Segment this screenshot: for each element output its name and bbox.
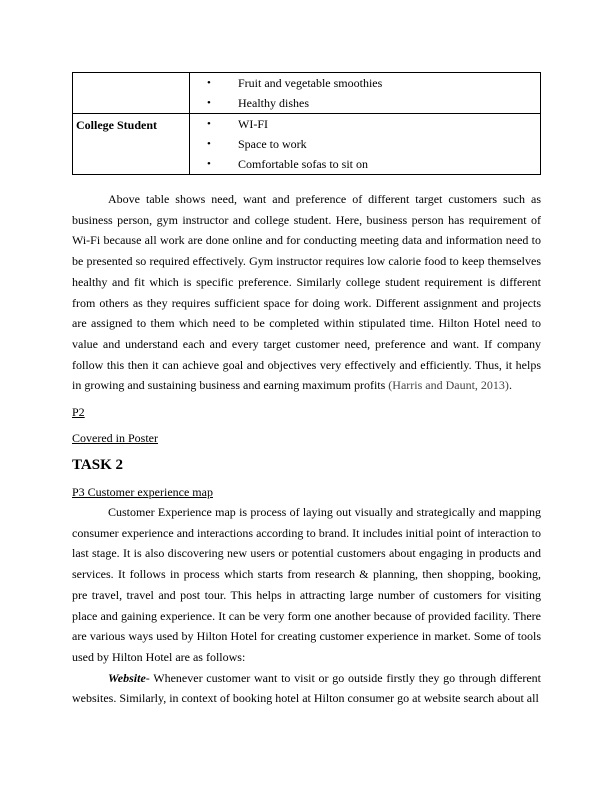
list-item: • Fruit and vegetable smoothies: [207, 73, 540, 93]
body-paragraph: [72, 189, 541, 396]
table-row: [73, 73, 541, 114]
table-row-items: [190, 73, 541, 114]
p2-note: Covered in Poster: [72, 431, 158, 446]
body-paragraph: [72, 668, 541, 709]
website-text: - Whenever customer want to visit or go outside firstly they go through different websites. Similarly, in context of booking hotel at Hilton consumer go at website search about all: [72, 670, 541, 706]
document-page: [72, 72, 541, 709]
table-row-items: [190, 114, 541, 175]
website-label: Website: [108, 670, 146, 685]
table-row-label: [73, 73, 190, 114]
citation: (Harris and Daunt, 2013): [388, 378, 509, 393]
list-item: • Space to work: [207, 134, 540, 154]
list-item: • Comfortable sofas to sit on: [207, 154, 540, 174]
list-item: • WI-FI: [207, 114, 540, 134]
body-paragraph: Customer Experience map is process of laying out visually and strategically and mapping consumer experience and interactions according to brand. It includes initial point of interaction to last stage. It is also discovering new users or potential customers about engaging in products and services. It follows in process which starts from research & planning, then shopping, booking, pre travel, travel and post tour. This helps in attracting large number of customers for visiting place and gaining experience. It can be very form one another because of provided facility. There are various ways used by Hilton Hotel for creating customer experience in market. Some of tools used by Hilton Hotel are as follows:: [72, 505, 541, 664]
paragraph-text: Above table shows need, want and preference of different target customers such as business person, gym instructor and college student. Here, business person has requirement of Wi-Fi because all work are done online and for conducting meeting data and information need to be presented so required effectively. Gym instructor requires low calorie food to keep themselves healthy and fit which is specific preference. Similarly college student requirement is different from others as they requires sufficient space for doing work. Different assignment and projects are assigned to them which need to be completed within stipulated time. Hilton Hotel need to value and understand each and every target customer need, preference and want. If company follow this then it can achieve goal and objectives very effectively and efficiently. Thus, it helps in growing and sustaining business and earning maximum profits: [72, 192, 541, 393]
p3-heading: P3 Customer experience map: [72, 485, 213, 500]
table-row-label: College Student: [73, 114, 190, 175]
task-heading: TASK 2: [72, 457, 123, 474]
paragraph-end: .: [508, 378, 512, 393]
p2-heading: P2: [72, 405, 85, 420]
list-item: • Healthy dishes: [207, 93, 540, 113]
preferences-table: [72, 72, 541, 175]
table-row: [73, 114, 541, 175]
